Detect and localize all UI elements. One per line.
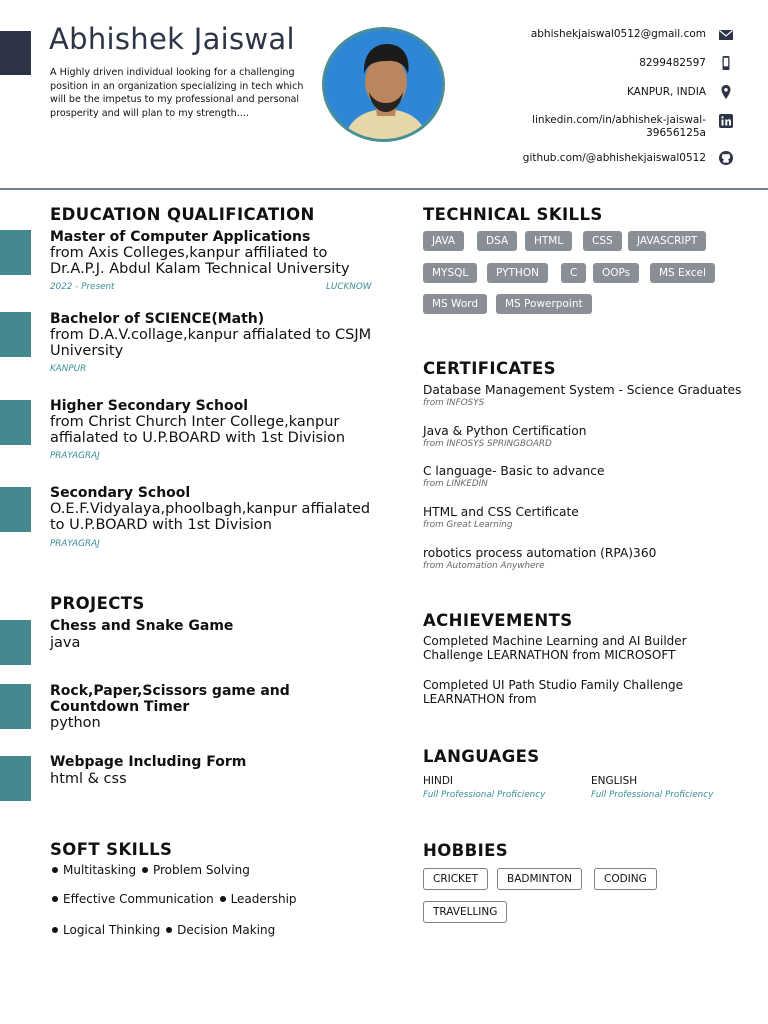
project-accent-block	[0, 620, 31, 665]
contact-linkedin[interactable]	[532, 114, 706, 140]
education-institution: O.E.F.Vidyalaya,phoolbagh,kanpur affialated to U.P.BOARD with 1st Division	[50, 501, 371, 533]
skill-tag: JAVA	[423, 231, 464, 251]
location-pin-icon	[718, 84, 734, 100]
bullet-icon	[52, 927, 58, 933]
certificate-issuer: from Great Learning	[423, 520, 513, 530]
technical-skills-section-title: TECHNICAL SKILLS	[423, 205, 603, 224]
soft-skill: Decision Making	[177, 923, 276, 937]
projects-section-title: PROJECTS	[50, 594, 145, 613]
linkedin-line-1: linkedin.com/in/abhishek-jaiswal-	[532, 114, 706, 126]
skill-tag: C	[561, 263, 586, 283]
soft-skills-row	[50, 863, 250, 877]
project-name: Chess and Snake Game	[50, 618, 234, 634]
contact-github[interactable]: github.com/@abhishekjaiswal0512	[522, 152, 706, 164]
education-accent-block	[0, 312, 31, 357]
skill-tag: DSA	[477, 231, 517, 251]
language-name: ENGLISH	[591, 775, 638, 787]
name-accent-block	[0, 31, 31, 75]
education-location: PRAYAGRAJ	[50, 451, 100, 461]
profile-photo	[322, 27, 445, 142]
soft-skill: Leadership	[230, 892, 297, 906]
hobby-tag: BADMINTON	[497, 868, 582, 890]
skill-tag: HTML	[525, 231, 572, 251]
achievement-item: Completed Machine Learning and AI Builder Challenge LEARNATHON from MICROSOFT	[423, 634, 687, 662]
person-avatar-icon	[325, 30, 445, 142]
certificate-name: Database Management System - Science Graduates	[423, 383, 742, 397]
hobby-tag: CODING	[594, 868, 657, 890]
linkedin-line-2: 39656125a	[646, 127, 706, 139]
bullet-icon	[220, 896, 226, 902]
phone-icon	[718, 55, 734, 71]
bullet-icon	[166, 927, 172, 933]
project-tech: html & css	[50, 771, 127, 787]
education-location: PRAYAGRAJ	[50, 539, 100, 549]
soft-skills-row	[50, 923, 275, 937]
education-degree: Master of Computer Applications	[50, 229, 311, 245]
project-name: Webpage Including Form	[50, 754, 247, 770]
skill-tag: JAVASCRIPT	[628, 231, 706, 251]
soft-skill: Logical Thinking	[63, 923, 161, 937]
project-name: Rock,Paper,Scissors game and Countdown Timer	[50, 683, 290, 715]
skill-tag: MS Word	[423, 294, 487, 314]
certificate-issuer: from LINKEDIN	[423, 479, 488, 489]
project-accent-block	[0, 756, 31, 801]
soft-skill: Multitasking	[63, 863, 137, 877]
soft-skill: Effective Communication	[63, 892, 214, 906]
certificate-name: robotics process automation (RPA)360	[423, 546, 657, 560]
project-accent-block	[0, 684, 31, 729]
contact-email[interactable]: abhishekjaiswal0512@gmail.com	[530, 28, 706, 40]
skill-tag: CSS	[583, 231, 622, 251]
education-degree: Bachelor of SCIENCE(Math)	[50, 311, 265, 327]
skill-tag: PYTHON	[487, 263, 548, 283]
bullet-icon	[142, 867, 148, 873]
education-institution: from D.A.V.collage,kanpur affialated to CSJM University	[50, 327, 372, 359]
project-tech: java	[50, 635, 81, 651]
project-tech: python	[50, 715, 101, 731]
email-icon	[718, 27, 734, 43]
education-accent-block	[0, 487, 31, 532]
profile-summary: A Highly driven individual looking for a challenging position in an organization specializing in tech which will be the impetus to my professional and personal prosperity and will plan to my strength....	[50, 67, 304, 119]
language-proficiency: Full Professional Proficiency	[423, 790, 546, 800]
bullet-icon	[52, 896, 58, 902]
language-proficiency: Full Professional Proficiency	[591, 790, 714, 800]
candidate-name: Abhishek Jaiswal	[49, 22, 295, 56]
hobby-tag: CRICKET	[423, 868, 488, 890]
language-name: HINDI	[423, 775, 454, 787]
achievements-section-title: ACHIEVEMENTS	[423, 611, 573, 630]
skill-tag: MS Excel	[650, 263, 715, 283]
education-accent-block	[0, 230, 31, 275]
soft-skills-section-title: SOFT SKILLS	[50, 840, 173, 859]
header-divider	[0, 188, 768, 190]
github-icon	[718, 150, 734, 166]
soft-skill: Problem Solving	[152, 863, 250, 877]
certificate-name: Java & Python Certification	[423, 424, 587, 438]
certificates-section-title: CERTIFICATES	[423, 359, 556, 378]
certificate-name: HTML and CSS Certificate	[423, 505, 579, 519]
skill-tag: OOPs	[593, 263, 639, 283]
certificate-name: C language- Basic to advance	[423, 464, 605, 478]
contact-phone[interactable]: 8299482597	[639, 57, 706, 69]
education-section-title: EDUCATION QUALIFICATION	[50, 205, 315, 224]
languages-section-title: LANGUAGES	[423, 747, 540, 766]
bullet-icon	[52, 867, 58, 873]
education-degree: Higher Secondary School	[50, 398, 248, 414]
hobby-tag: TRAVELLING	[423, 901, 507, 923]
skill-tag: MS Powerpoint	[496, 294, 592, 314]
soft-skills-row	[50, 892, 297, 906]
education-location: LUCKNOW	[326, 282, 372, 292]
hobbies-section-title: HOBBIES	[423, 841, 509, 860]
skill-tag: MYSQL	[423, 263, 477, 283]
contact-location: KANPUR, INDIA	[626, 86, 706, 98]
certificate-issuer: from INFOSYS	[423, 398, 485, 408]
education-institution: from Christ Church Inter College,kanpur affialated to U.P.BOARD with 1st Division	[50, 414, 346, 446]
education-degree: Secondary School	[50, 485, 191, 501]
education-location: KANPUR	[50, 364, 87, 374]
linkedin-icon	[718, 113, 734, 129]
achievement-item: Completed UI Path Studio Family Challenge LEARNATHON from	[423, 678, 684, 706]
education-institution: from Axis Colleges,kanpur affiliated to Dr.A.P.J. Abdul Kalam Technical University	[50, 245, 350, 277]
certificate-issuer: from INFOSYS SPRINGBOARD	[423, 439, 552, 449]
certificate-issuer: from Automation Anywhere	[423, 561, 545, 571]
education-date: 2022 - Present	[50, 282, 115, 292]
education-accent-block	[0, 400, 31, 445]
